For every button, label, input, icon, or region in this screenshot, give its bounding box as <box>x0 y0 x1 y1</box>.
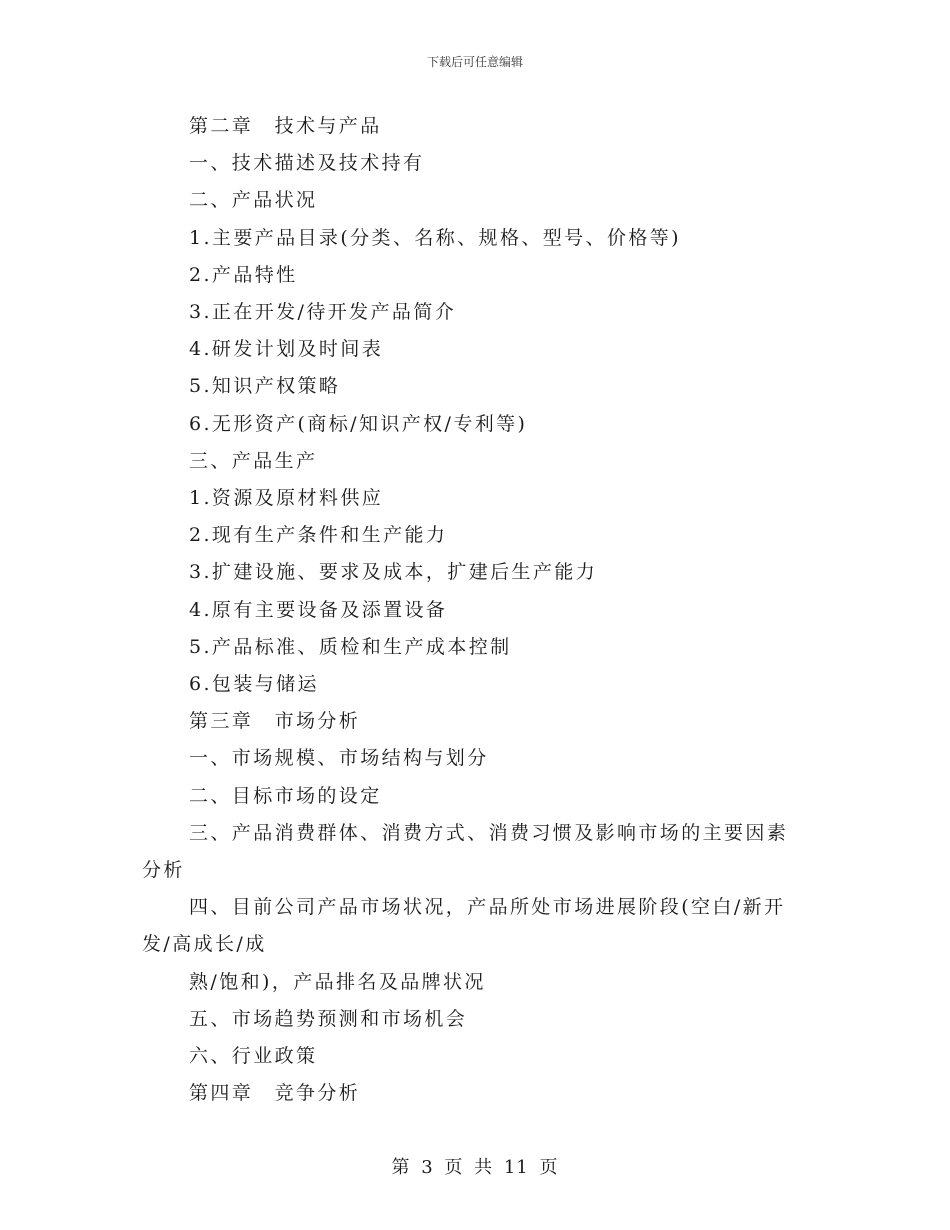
list-item: 3.扩建设施、要求及成本，扩建后生产能力 <box>189 561 598 584</box>
section-heading: 三、产品消费群体、消费方式、消费习惯及影响市场的主要因素 <box>189 821 789 844</box>
list-item: 5.产品标准、质检和生产成本控制 <box>189 635 512 658</box>
page-number-footer: 第 3 页 共 11 页 <box>391 1157 559 1178</box>
section-heading: 六、行业政策 <box>189 1045 318 1068</box>
list-item: 1.主要产品目录(分类、名称、规格、型号、价格等) <box>189 226 681 249</box>
section-heading: 二、产品状况 <box>189 189 318 212</box>
section-heading-continuation: 分析 <box>142 859 185 882</box>
section-heading-continuation: 发/高成长/成 <box>142 933 267 956</box>
chapter-heading: 第三章 市场分析 <box>189 710 361 733</box>
section-heading-continuation: 熟/饱和)，产品排名及品牌状况 <box>189 970 486 993</box>
chapter-heading: 第二章 技术与产品 <box>189 115 382 137</box>
list-item: 4.研发计划及时间表 <box>189 338 384 361</box>
document-body <box>142 108 802 1112</box>
chapter-heading: 第四章 竞争分析 <box>189 1082 361 1105</box>
list-item: 6.无形资产(商标/知识产权/专利等) <box>189 412 528 435</box>
section-heading: 三、产品生产 <box>189 449 318 472</box>
section-heading: 二、目标市场的设定 <box>189 784 382 807</box>
list-item: 1.资源及原材料供应 <box>189 487 384 510</box>
list-item: 4.原有主要设备及添置设备 <box>189 598 448 621</box>
list-item: 2.产品特性 <box>189 263 298 286</box>
section-heading: 一、市场规模、市场结构与划分 <box>189 747 489 770</box>
list-item: 2.现有生产条件和生产能力 <box>189 524 448 547</box>
list-item: 3.正在开发/待开发产品简介 <box>189 301 457 324</box>
section-heading: 五、市场趋势预测和市场机会 <box>189 1007 468 1030</box>
page-header-note: 下载后可任意编辑 <box>426 55 523 69</box>
list-item: 6.包装与储运 <box>189 673 319 696</box>
section-heading: 一、技术描述及技术持有 <box>189 152 425 175</box>
list-item: 5.知识产权策略 <box>189 375 341 398</box>
section-heading: 四、目前公司产品市场状况，产品所处市场进展阶段(空白/新开 <box>189 896 786 919</box>
